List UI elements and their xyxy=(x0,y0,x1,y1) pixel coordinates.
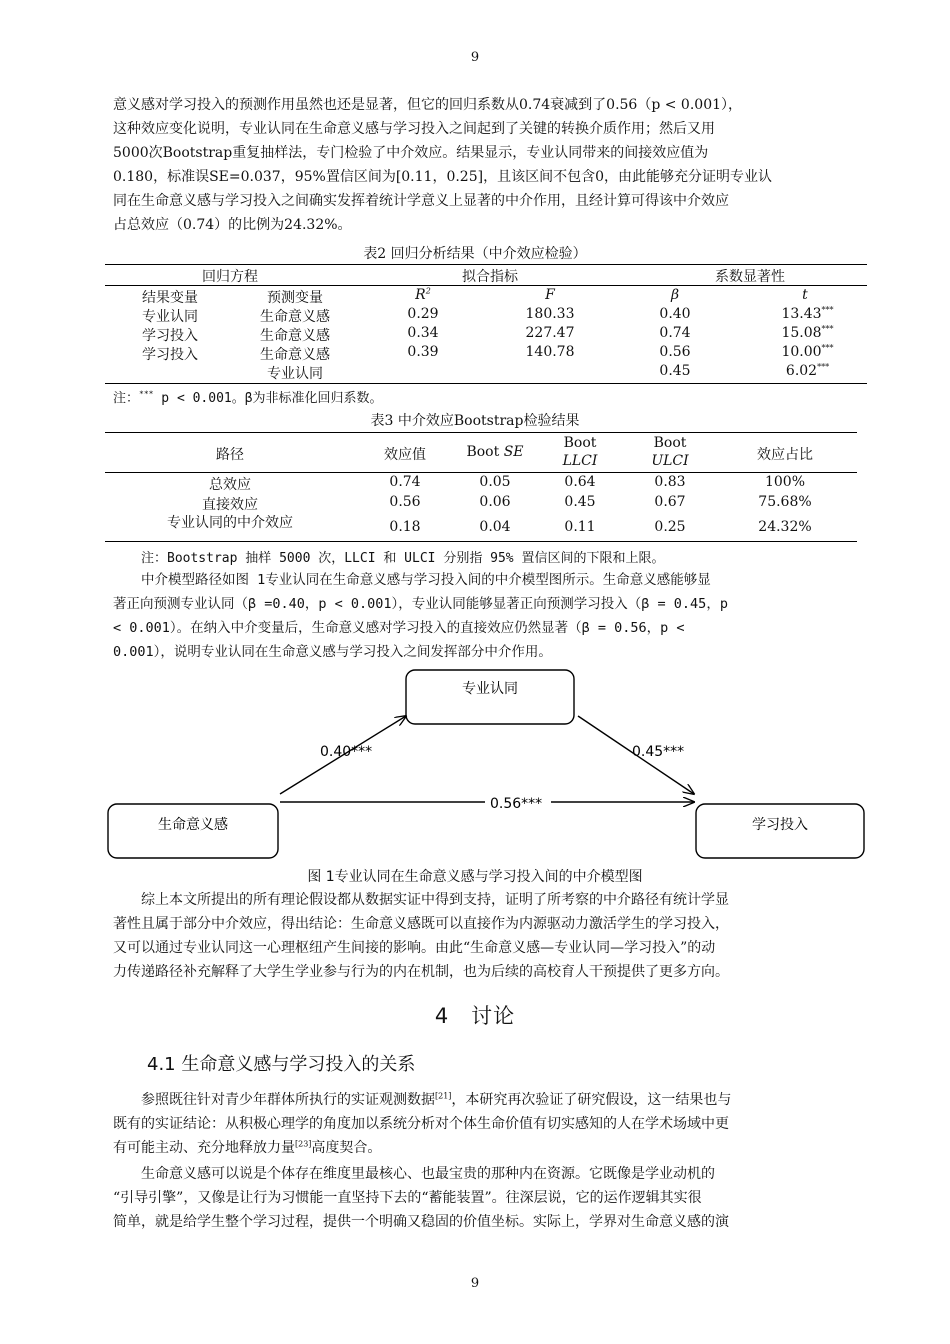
table2-cell: 0.74 xyxy=(659,325,691,341)
section-heading-4: 4 讨论 xyxy=(434,1004,516,1028)
table2-cell: 生命意义感 xyxy=(260,309,330,325)
table2-cell: 0.29 xyxy=(407,306,439,322)
table3-note: 注：Bootstrap 抽样 5000 次，LLCI 和 ULCI 分别指 95% 置信区间的下限和上限。 xyxy=(141,551,665,566)
text-line: 又可以通过专业认同这一心理枢纽产生间接的影响。由此“生命意义感—专业认同—学习投入”的动 xyxy=(113,940,716,956)
table2-note: 注：*** p < 0.001。β为非标准化回归系数。 xyxy=(113,389,383,406)
mediator-label: 专业认同 xyxy=(462,681,518,697)
text-line: 占总效应（0.74）的比例为24.32%。 xyxy=(113,217,352,233)
table3-cell: 100% xyxy=(764,474,806,490)
table3-cell: 24.32% xyxy=(758,519,812,535)
text-line: 有可能主动、充分地释放力量[23]高度契合。 xyxy=(113,1139,382,1156)
table2-cell: 学习投入 xyxy=(142,347,198,363)
path-b-label: 0.45*** xyxy=(632,744,685,760)
table2-cell-t: 15.08*** xyxy=(781,324,834,341)
table3-cell: 0.11 xyxy=(564,519,596,535)
table2-cell-t: 6.02*** xyxy=(785,362,830,379)
table3-header-ulci-bottom: ULCI xyxy=(651,453,689,469)
table-rule-mid xyxy=(105,472,857,473)
outcome-label: 学习投入 xyxy=(752,817,808,833)
table3-cell: 0.74 xyxy=(389,474,421,490)
paragraph-mediation-model xyxy=(113,568,858,664)
page-number-bottom: 9 xyxy=(470,1276,480,1291)
path-a-label: 0.40*** xyxy=(320,744,373,760)
table2-col-header: β xyxy=(670,287,680,303)
text-line: 简单，就是给学生整个学习过程，提供一个明确又稳固的价值坐标。实际上，学界对生命意义感的演 xyxy=(113,1214,729,1230)
table3-cell: 专业认同的中介效应 xyxy=(167,515,293,531)
paragraph-discussion-1 xyxy=(113,1088,858,1160)
citation-ref: [23] xyxy=(295,1139,312,1149)
table2-cell-t: 10.00*** xyxy=(781,343,834,360)
text-line: 同在生命意义感与学习投入之间确实发挥着统计学意义上显著的中介作用，且经计算可得该中介效应 xyxy=(113,193,729,209)
text-line: < 0.001）。在纳入中介变量后，生命意义感对学习投入的直接效应仍然显著（β = 0.56，p < xyxy=(113,620,685,636)
table3-cell: 0.06 xyxy=(479,494,511,510)
section-heading-4-1: 4.1 生命意义感与学习投入的关系 xyxy=(147,1054,416,1075)
table2-cell: 专业认同 xyxy=(267,366,323,382)
mediation-diagram xyxy=(100,668,870,864)
text-line: 著正向预测专业认同（β =0.40，p < 0.001），专业认同能够显著正向预测学习投入（β = 0.45，p xyxy=(113,596,728,612)
table3-cell: 0.45 xyxy=(564,494,596,510)
page-number-top: 9 xyxy=(470,50,480,65)
table2-caption: 表2 回归分析结果（中介效应检验） xyxy=(363,246,587,262)
table3-cell: 总效应 xyxy=(209,477,251,493)
table3-cell: 0.83 xyxy=(654,474,686,490)
table3-cell: 0.67 xyxy=(654,494,686,510)
table3-cell: 0.18 xyxy=(389,519,421,535)
mediator-box xyxy=(406,670,574,724)
table2-cell-t: 13.43*** xyxy=(781,305,834,322)
text-line: “引导引擎”，又像是让行为习惯能一直坚持下去的“蓄能装置”。往深层说，它的运作逻辑其实很 xyxy=(113,1190,702,1206)
table2-cell: 0.34 xyxy=(407,325,439,341)
table3-caption: 表3 中介效应Bootstrap检验结果 xyxy=(370,413,580,429)
table2-cell: 0.45 xyxy=(659,363,691,379)
table2-col-header-r2: $R^2$ xyxy=(415,286,431,303)
table2-col-header: 预测变量 xyxy=(267,290,323,306)
text-line: 力传递路径补充解释了大学生学业参与行为的内在机制，也为后续的高校育人干预提供了更多方向。 xyxy=(113,964,729,980)
citation-ref: [21] xyxy=(435,1091,452,1101)
text-line: 5000次Bootstrap重复抽样法，专门检验了中介效应。结果显示，专业认同带来的间接效应值为 xyxy=(113,145,709,161)
text-line: 这种效应变化说明，专业认同在生命意义感与学习投入之间起到了关键的转换介质作用；然后又用 xyxy=(113,121,715,137)
predictor-label: 生命意义感 xyxy=(158,817,228,833)
table-rule-top xyxy=(105,432,857,433)
paragraph-summary xyxy=(113,888,858,984)
text-line: 中介模型路径如图 1专业认同在生命意义感与学习投入间的中介模型图所示。生命意义感能够显 xyxy=(141,572,711,588)
text-line: 意义感对学习投入的预测作用虽然也还是显著，但它的回归系数从0.74衰减到了0.56（p < 0.001）， xyxy=(113,97,743,113)
table2-cell: 0.56 xyxy=(659,344,691,360)
table3-header-effect: 效应值 xyxy=(384,447,426,463)
table2-group-header: 拟合指标 xyxy=(462,269,518,285)
paragraph-discussion-2 xyxy=(113,1162,858,1234)
table3-cell: 直接效应 xyxy=(202,497,258,513)
predictor-box xyxy=(108,804,278,858)
table-rule-bottom xyxy=(105,383,867,384)
table2-cell: 生命意义感 xyxy=(260,347,330,363)
table3-header-llci-bottom: LLCI xyxy=(562,453,598,469)
table3-header-llci-top: Boot xyxy=(563,435,597,451)
table2-cell: 专业认同 xyxy=(142,309,198,325)
outcome-box xyxy=(696,804,864,858)
table2-cell: 227.47 xyxy=(525,325,575,341)
text-line: 既有的实证结论：从积极心理学的角度加以系统分析对个体生命价值有切实感知的人在学术场域中更 xyxy=(113,1116,729,1132)
text-line: 参照既往针对青少年群体所执行的实证观测数据[21]，本研究再次验证了研究假设，这一结果也与 xyxy=(141,1091,732,1108)
table2-cell: 140.78 xyxy=(525,344,575,360)
paragraph-mediation-result xyxy=(113,93,858,237)
text-line: 0.180，标准误SE=0.037，95%置信区间为[0.11，0.25]，且该区间不包含0，由此能够充分证明专业认 xyxy=(113,169,772,185)
table2-cell: 0.40 xyxy=(659,306,691,322)
figure1-caption: 图 1专业认同在生命意义感与学习投入间的中介模型图 xyxy=(307,869,643,885)
text-line: 生命意义感可以说是个体存在维度里最核心、也最宝贵的那种内在资源。它既像是学业动机的 xyxy=(141,1166,715,1182)
table-rule-bottom xyxy=(105,541,857,542)
table2-cell: 生命意义感 xyxy=(260,328,330,344)
text-line: 综上本文所提出的所有理论假设都从数据实证中得到支持，证明了所考察的中介路径有统计学显 xyxy=(141,892,729,908)
table2-cell: 0.39 xyxy=(407,344,439,360)
table3-cell: 0.25 xyxy=(654,519,686,535)
path-c-label: 0.56*** xyxy=(490,796,543,812)
table2-cell: 学习投入 xyxy=(142,328,198,344)
table2-col-header: t xyxy=(802,287,808,303)
table3-header-se: Boot SE xyxy=(466,444,524,460)
text-line: 0.001），说明专业认同在生命意义感与学习投入之间发挥部分中介作用。 xyxy=(113,644,552,660)
table3-header-ulci-top: Boot xyxy=(653,435,687,451)
text-line: 著性且属于部分中介效应，得出结论：生命意义感既可以直接作为内源驱动力激活学生的学习投入， xyxy=(113,916,729,932)
table3-cell: 75.68% xyxy=(758,494,812,510)
table2-col-header: 结果变量 xyxy=(142,290,198,306)
table3-header-path: 路径 xyxy=(216,447,244,463)
table2-group-header: 系数显著性 xyxy=(715,269,785,285)
table-rule-top xyxy=(105,264,867,265)
table-rule-mid xyxy=(105,285,867,286)
table2-col-header: F xyxy=(545,287,555,303)
table3-cell: 0.64 xyxy=(564,474,596,490)
table3-cell: 0.56 xyxy=(389,494,421,510)
table3-header-ratio: 效应占比 xyxy=(757,447,813,463)
table2-cell: 180.33 xyxy=(525,306,575,322)
table3-cell: 0.04 xyxy=(479,519,511,535)
table2-group-header: 回归方程 xyxy=(202,269,258,285)
table3-cell: 0.05 xyxy=(479,474,511,490)
